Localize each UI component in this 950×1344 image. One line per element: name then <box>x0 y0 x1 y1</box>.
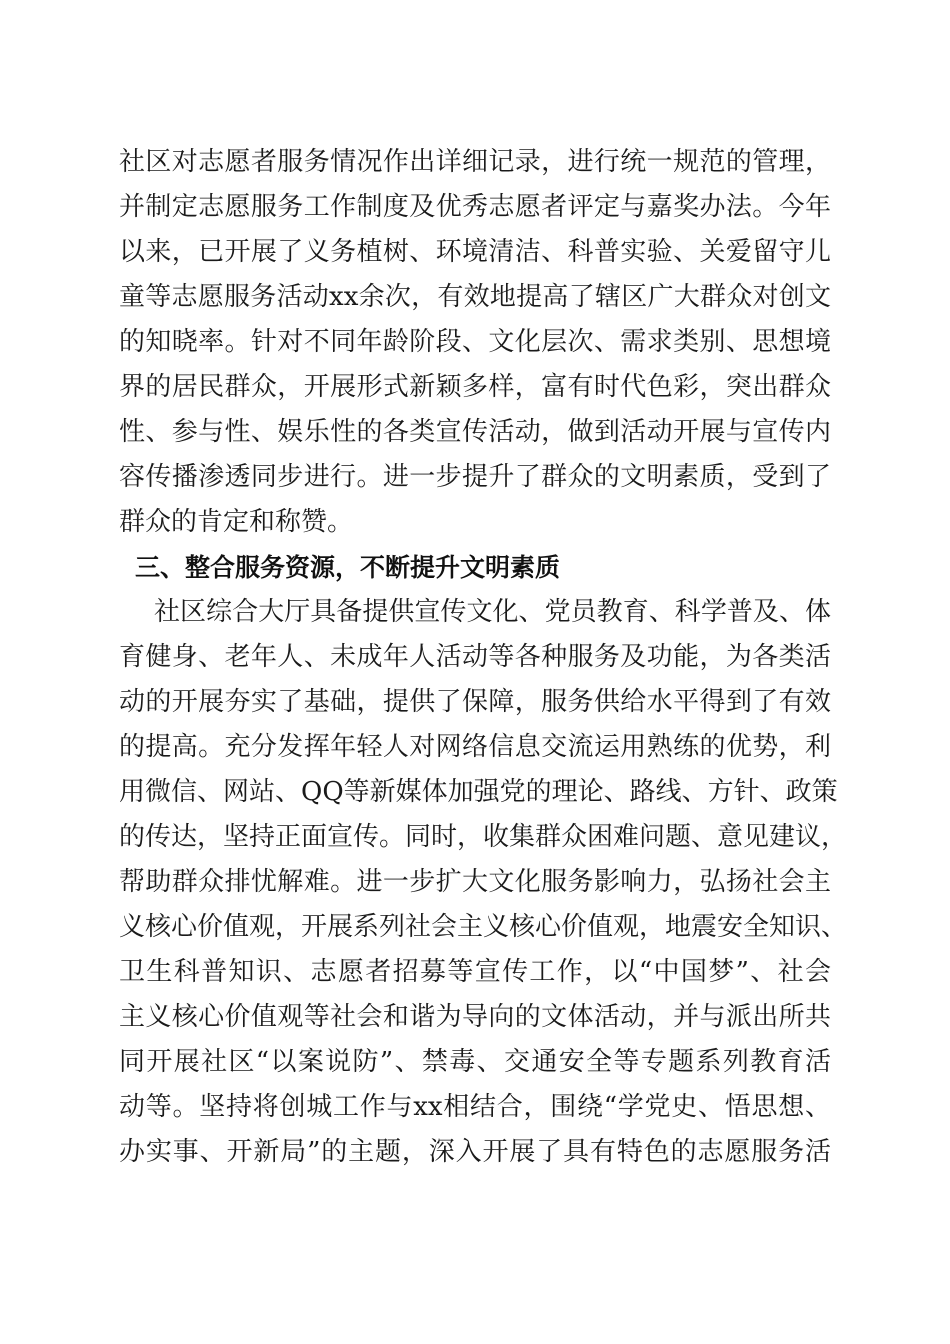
paragraph-1-line-2: 并制定志愿服务工作制度及优秀志愿者评定与嘉奖办法。今年 <box>119 192 831 222</box>
paragraph-2-line-7: 帮助群众排忧解难。进一步扩大文化服务影响力，弘扬社会主 <box>119 867 831 897</box>
paragraph-1-line-6: 界的居民群众，开展形式新颖多样，富有时代色彩，突出群众 <box>119 372 831 402</box>
paragraph-1-line-8: 容传播渗透同步进行。进一步提升了群众的文明素质，受到了 <box>119 462 831 492</box>
paragraph-2-line-10: 主义核心价值观等社会和谐为导向的文体活动，并与派出所共 <box>119 1002 831 1032</box>
paragraph-2-line-6: 的传达，坚持正面宣传。同时，收集群众困难问题、意见建议， <box>119 822 848 852</box>
paragraph-2-line-4: 的提高。充分发挥年轻人对网络信息交流运用熟练的优势，利 <box>119 732 831 762</box>
paragraph-2-line-3: 动的开展夯实了基础，提供了保障，服务供给水平得到了有效 <box>119 687 831 717</box>
paragraph-2-line-2: 育健身、老年人、未成年人活动等各种服务及功能，为各类活 <box>119 642 831 672</box>
section-heading: 三、整合服务资源，不断提升文明素质 <box>135 553 561 582</box>
paragraph-1-line-7: 性、参与性、娱乐性的各类宣传活动，做到活动开展与宣传内 <box>119 417 831 447</box>
paragraph-2-line-1: 社区综合大厅具备提供宣传文化、党员教育、科学普及、体 <box>154 597 831 627</box>
paragraph-1-line-1: 社区对志愿者服务情况作出详细记录，进行统一规范的管理， <box>119 147 831 177</box>
paragraph-1-line-9: 群众的肯定和称赞。 <box>119 507 354 537</box>
document-body <box>119 140 848 1175</box>
paragraph-1-line-4: 童等志愿服务活动xx余次，有效地提高了辖区广大群众对创文 <box>119 282 831 312</box>
paragraph-1-line-3: 以来，已开展了义务植树、环境清洁、科普实验、关爱留守儿 <box>119 237 831 267</box>
paragraph-2-line-11: 同开展社区“以案说防”、禁毒、交通安全等专题系列教育活 <box>119 1047 831 1077</box>
paragraph-2-line-9: 卫生科普知识、志愿者招募等宣传工作，以“中国梦”、社会 <box>119 957 831 987</box>
paragraph-1-line-5: 的知晓率。针对不同年龄阶段、文化层次、需求类别、思想境 <box>119 327 831 357</box>
paragraph-2-line-8: 义核心价值观，开展系列社会主义核心价值观，地震安全知识、 <box>119 912 848 942</box>
paragraph-2-line-13: 办实事、开新局”的主题，深入开展了具有特色的志愿服务活 <box>119 1137 831 1167</box>
paragraph-2-line-12: 动等。坚持将创城工作与xx相结合，围绕“学党史、悟思想、 <box>119 1092 831 1122</box>
paragraph-2-line-5: 用微信、网站、QQ等新媒体加强党的理论、路线、方针、政策 <box>119 777 838 807</box>
